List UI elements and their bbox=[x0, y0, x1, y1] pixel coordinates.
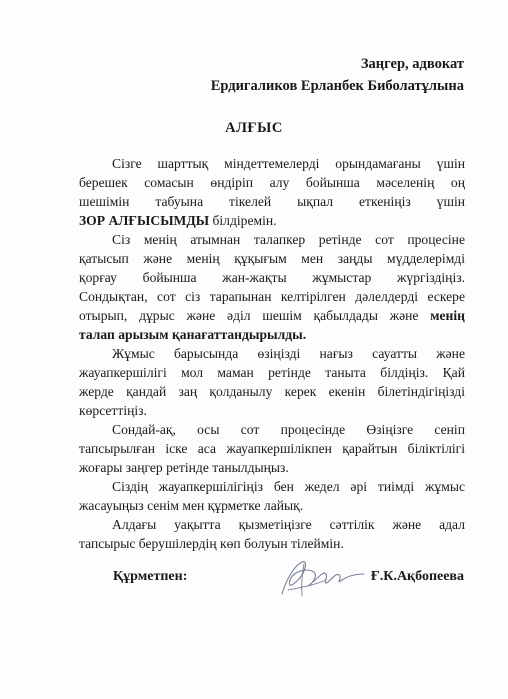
addressee-block bbox=[211, 53, 464, 97]
text-line: жоғары заңгер ретінде танылдыңыз. bbox=[79, 460, 289, 475]
paragraph-3 bbox=[79, 344, 465, 420]
text-line: жерде қандай заң қолданылу керек екенін білетіндігіңізді bbox=[79, 384, 465, 399]
closing-phrase: Құрметпен: bbox=[113, 569, 188, 584]
text-line: Сондай-ақ, осы сот процесінде Өзіңізге сеніп bbox=[112, 422, 465, 437]
text-line: шешімін табуына тікелей ықпал еткеніңіз үшін bbox=[79, 194, 465, 209]
paragraph-4 bbox=[79, 420, 465, 477]
text-line: көрсеттіңіз. bbox=[79, 403, 147, 418]
letter-body bbox=[79, 154, 465, 553]
addressee-role: Заңгер, адвокат bbox=[360, 56, 464, 72]
text-line: қатысып және менің құқығым мен заңды мүдделерімді bbox=[79, 251, 465, 266]
signer-name: Ғ.К.Ақбопеева bbox=[370, 569, 464, 584]
paragraph-1 bbox=[79, 154, 465, 230]
paragraph-5 bbox=[79, 477, 465, 515]
paragraph-2 bbox=[79, 230, 465, 344]
text-line: жауапкершілігі мол маман ретінде таныта білдіңіз. Қай bbox=[79, 365, 465, 380]
text-fragment: отырып, дұрыс және әділ шешім қабылдады және bbox=[79, 308, 431, 323]
text-fragment: білдіремін. bbox=[209, 213, 277, 228]
text-line: Сондықтан, сот сіз тарапынан келтірілген дәлелдерді ескере bbox=[79, 289, 465, 304]
text-line bbox=[79, 211, 465, 230]
text-line: қорғау бойынша жан-жақты жұмыстар жүргіздіңіз. bbox=[79, 270, 465, 285]
text-line: Сіздің жауапкершілігіңіз бен жедел әрі тиімді жұмыс bbox=[112, 479, 465, 494]
text-line: берешек сомасын өндіріп алу бойынша мәселенің оң bbox=[79, 175, 465, 190]
emphasis-gratitude: ЗОР АЛҒЫСЫМДЫ bbox=[79, 213, 210, 228]
text-line bbox=[79, 306, 465, 325]
paragraph-6 bbox=[79, 515, 465, 553]
text-line: Сіз менің атымнан талапкер ретінде сот процесіне bbox=[112, 232, 465, 247]
handwritten-signature bbox=[268, 550, 368, 605]
emphasis-claim-satisfied: талап арызым қанағаттандырылды. bbox=[79, 327, 307, 342]
emphasis-claim: менің bbox=[430, 308, 465, 323]
text-line: Алдағы уақытта қызметіңізге сәттілік және адал bbox=[112, 517, 465, 532]
text-line: тапсырыс берушілердің көп болуын тілеймін. bbox=[79, 536, 344, 551]
text-line: жасауыңыз сенім мен құрметке лайық. bbox=[79, 498, 304, 513]
addressee-name: Ердигаликов Ерланбек Биболатұлына bbox=[210, 78, 464, 94]
text-line: Жұмыс барысында өзіңізді нағыз сауатты және bbox=[112, 346, 465, 361]
text-line: Сізге шарттық міндеттемелерді орындамағаны үшін bbox=[112, 156, 465, 171]
text-line: тапсырылған іске аса жауапкершілікпен қарайтын біліктілігі bbox=[79, 441, 465, 456]
letter-title: АЛҒЫС bbox=[225, 120, 283, 136]
